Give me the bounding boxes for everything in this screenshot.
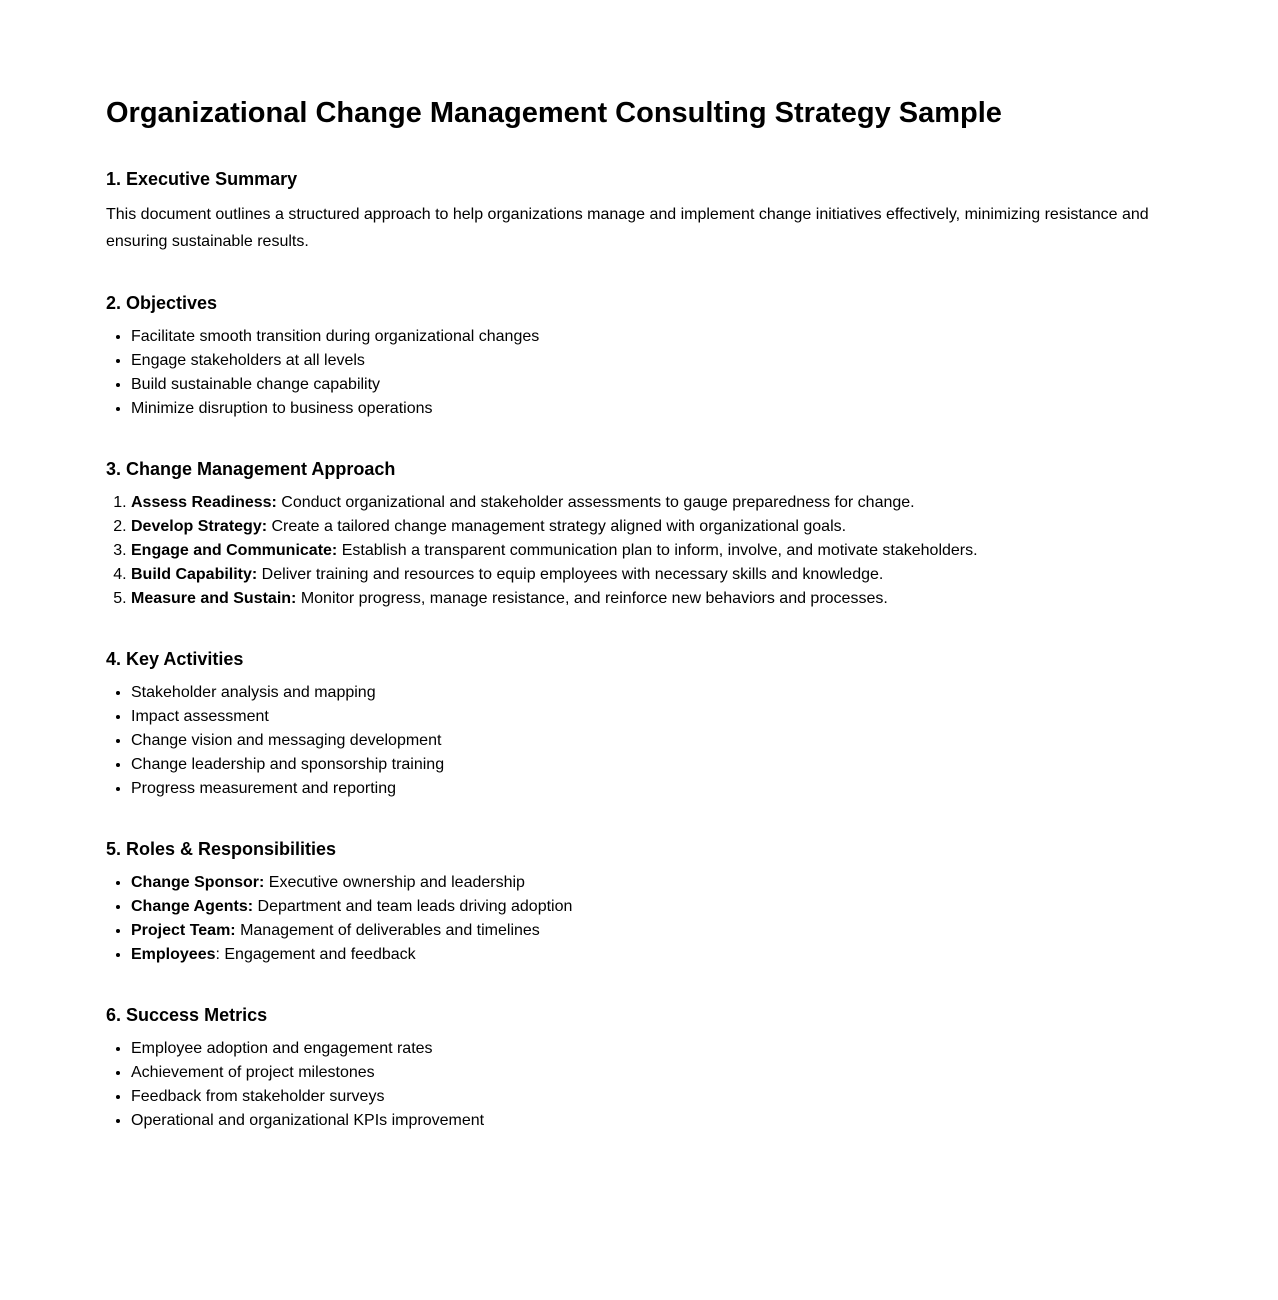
list-item — [131, 563, 1172, 587]
section-change-management-approach — [106, 458, 1172, 611]
list-item-text: Executive ownership and leadership — [264, 873, 525, 891]
list-item: • Build sustainable change capability — [131, 373, 1172, 397]
section-heading-key-activities: 4. Key Activities — [106, 648, 244, 669]
list-item — [131, 515, 1172, 539]
objectives-list — [106, 325, 1172, 421]
approach-list — [106, 491, 1172, 611]
list-item-label: Project Team: — [131, 921, 236, 939]
list-item-label: Employees — [131, 945, 216, 963]
success-metrics-list — [106, 1037, 1172, 1133]
list-item-label: Change Agents: — [131, 897, 254, 915]
list-item: • Change vision and messaging development — [131, 729, 1172, 753]
executive-summary-paragraph: This document outlines a structured approach to help organizations manage and implement change initiatives effectively, minimizing resistance and ensuring sustainable results. — [106, 205, 1149, 250]
list-item: • Facilitate smooth transition during organizational changes — [131, 325, 1172, 349]
list-item — [131, 943, 1172, 967]
list-item-label: Change Sponsor: — [131, 873, 265, 891]
list-item-label: Engage and Communicate: — [131, 541, 338, 559]
list-item: • Engage stakeholders at all levels — [131, 349, 1172, 373]
list-item-text: Deliver training and resources to equip employees with necessary skills and knowledge. — [257, 565, 884, 583]
list-item: • Feedback from stakeholder surveys — [131, 1085, 1172, 1109]
section-success-metrics — [106, 1004, 1172, 1133]
section-heading-roles: 5. Roles & Responsibilities — [106, 838, 337, 859]
list-item — [131, 919, 1172, 943]
key-activities-list — [106, 681, 1172, 801]
list-item-text: Monitor progress, manage resistance, and reinforce new behaviors and processes. — [296, 589, 888, 607]
section-roles-responsibilities — [106, 838, 1172, 967]
list-item: • Stakeholder analysis and mapping — [131, 681, 1172, 705]
section-executive-summary — [106, 168, 1172, 255]
list-item — [131, 587, 1172, 611]
list-item: • Impact assessment — [131, 705, 1172, 729]
list-item: • Employee adoption and engagement rates — [131, 1037, 1172, 1061]
roles-list — [106, 871, 1172, 967]
list-item — [131, 539, 1172, 563]
list-item-label: Build Capability: — [131, 565, 258, 583]
list-item — [131, 871, 1172, 895]
list-item: • Achievement of project milestones — [131, 1061, 1172, 1085]
section-heading-approach: 3. Change Management Approach — [106, 458, 396, 479]
list-item-label: Develop Strategy: — [131, 517, 268, 535]
list-item-text: Establish a transparent communication plan to inform, involve, and motivate stakeholders. — [337, 541, 978, 559]
list-item-text: Department and team leads driving adoption — [253, 897, 573, 915]
list-item: • Change leadership and sponsorship training — [131, 753, 1172, 777]
document-title: Organizational Change Management Consulting Strategy Sample — [106, 97, 1002, 129]
list-item-text: : Engagement and feedback — [215, 945, 416, 963]
list-item-text: Conduct organizational and stakeholder assessments to gauge preparedness for change. — [276, 493, 915, 511]
list-item: • Minimize disruption to business operations — [131, 397, 1172, 421]
section-heading-success-metrics: 6. Success Metrics — [106, 1004, 268, 1025]
list-item-text: Create a tailored change management strategy aligned with organizational goals. — [267, 517, 847, 535]
section-heading-objectives: 2. Objectives — [106, 292, 218, 313]
list-item-text: Management of deliverables and timelines — [235, 921, 540, 939]
list-item — [131, 491, 1172, 515]
section-heading-executive-summary: 1. Executive Summary — [106, 168, 298, 189]
list-item-label: Measure and Sustain: — [131, 589, 297, 607]
list-item — [131, 895, 1172, 919]
list-item: • Operational and organizational KPIs improvement — [131, 1109, 1172, 1133]
list-item: • Progress measurement and reporting — [131, 777, 1172, 801]
section-key-activities — [106, 648, 1172, 801]
list-item-label: Assess Readiness: — [131, 493, 277, 511]
section-objectives — [106, 292, 1172, 421]
